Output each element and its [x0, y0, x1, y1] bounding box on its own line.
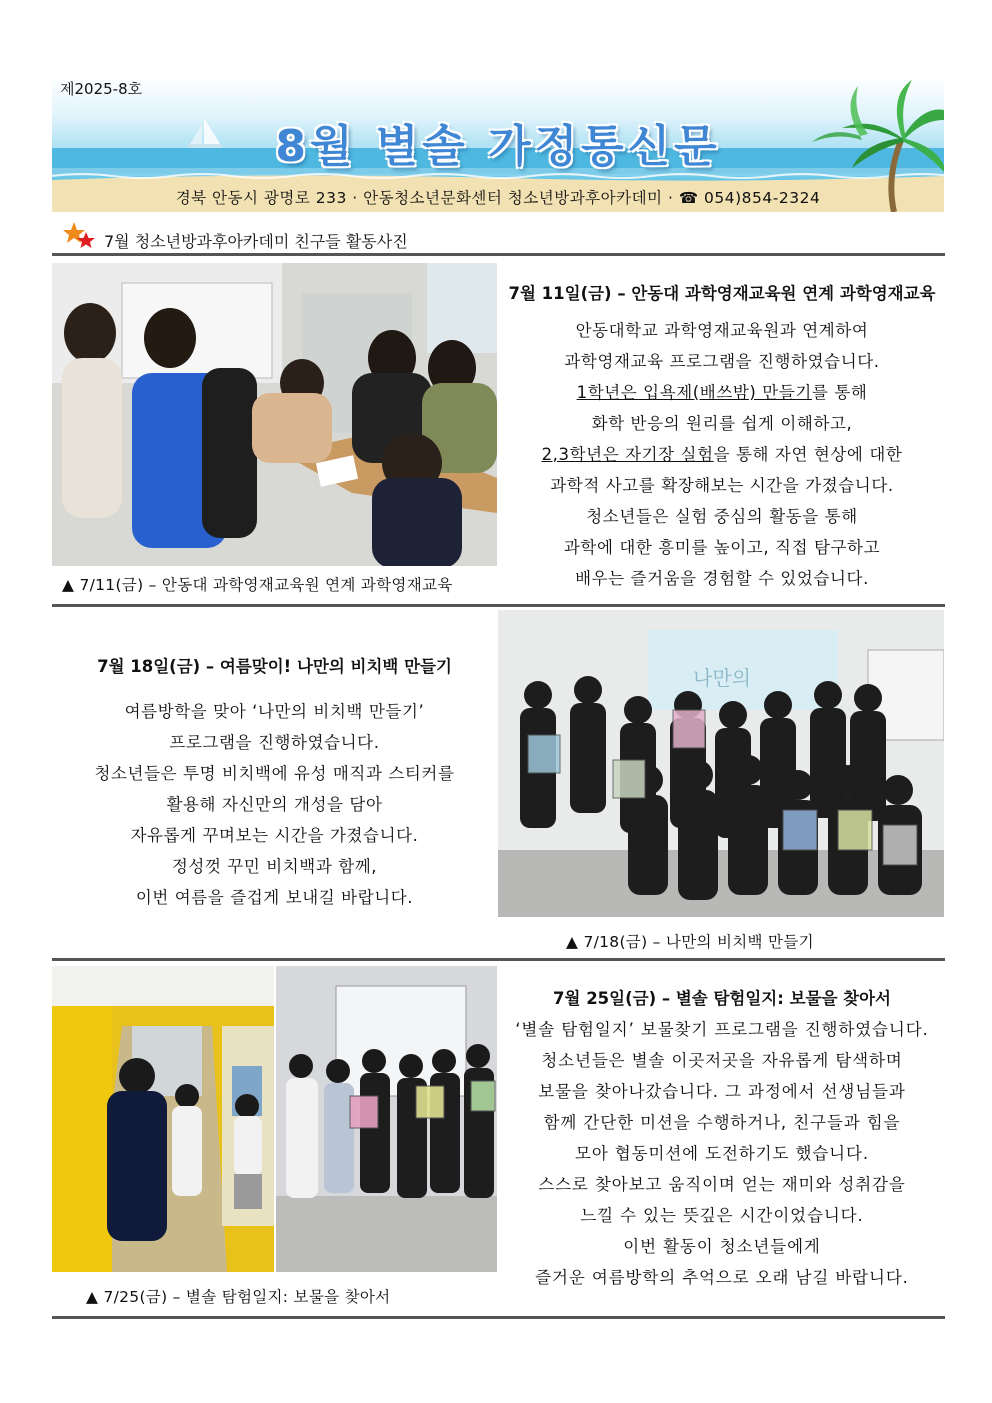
activity-text-science — [500, 278, 944, 594]
body-line: 활용해 자신만의 개성을 담아 — [166, 795, 383, 814]
body-line: 화학 반응의 원리를 쉽게 이해하고, — [591, 414, 853, 433]
stars-icon — [62, 220, 96, 250]
body-line: 과학영재교육 프로그램을 진행하였습니다. — [564, 352, 880, 371]
body-line: 함께 간단한 미션을 수행하거나, 친구들과 힘을 — [543, 1113, 901, 1132]
divider — [52, 958, 945, 961]
underlined-text: 1학년은 입욕제(배쓰밤) 만들기 — [576, 383, 812, 402]
body-line: 청소년들은 별솔 이곳저곳을 자유롭게 탐색하며 — [541, 1051, 903, 1070]
contact-address: 경북 안동시 광명로 233 · 안동청소년문화센터 청소년방과후아카데미 · ☎ 054)854-2324 — [175, 189, 821, 207]
photo-caption: ▲ 7/25(금) – 별솔 탐험일지: 보물을 찾아서 — [86, 1288, 391, 1306]
body-line: 즐거운 여름방학의 추억으로 오래 남길 바랍니다. — [535, 1268, 909, 1287]
photo-hallway-explore — [52, 966, 274, 1272]
body-line: 배우는 즐거움을 경험할 수 있었습니다. — [575, 569, 869, 588]
body-text: 를 통해 — [811, 383, 868, 402]
body-line: 청소년들은 투명 비치백에 유성 매직과 스티커를 — [94, 764, 455, 783]
body-line — [500, 377, 944, 408]
photo-caption: ▲ 7/11(금) – 안동대 과학영재교육원 연계 과학영재교육 — [62, 576, 453, 594]
body-line: 이번 여름을 즐겁게 보내길 바랍니다. — [135, 888, 414, 907]
divider — [52, 604, 945, 607]
body-line: 보물을 찾아나갔습니다. 그 과정에서 선생님들과 — [538, 1082, 906, 1101]
body-line: 여름방학을 맞아 ‘나만의 비치백 만들기’ — [124, 702, 425, 721]
treasure-group-illustration — [276, 966, 497, 1272]
newsletter-title: 8월 별솔 가정통신문 — [275, 121, 721, 172]
body-line: 이번 활동이 청소년들에게 — [623, 1237, 821, 1256]
header-banner — [52, 76, 944, 212]
underlined-text: 2,3학년은 자기장 실험 — [541, 445, 714, 464]
activity-title: 7월 18일(금) – 여름맞이! 나만의 비치백 만들기 — [97, 657, 452, 676]
body-line: 모아 협동미션에 도전하기도 했습니다. — [574, 1144, 869, 1163]
activity-title: 7월 11일(금) – 안동대 과학영재교육원 연계 과학영재교육 — [508, 284, 936, 303]
body-line: 안동대학교 과학영재교육원과 연계하여 — [575, 321, 869, 340]
photo-sign-text: 나만의 — [693, 666, 751, 690]
activity-text-treasure — [500, 983, 944, 1293]
hallway-illustration — [52, 966, 274, 1272]
body-line: ‘별솔 탐험일지’ 보물찾기 프로그램을 진행하였습니다. — [515, 1020, 929, 1039]
body-line: 프로그램을 진행하였습니다. — [169, 733, 380, 752]
photo-caption: ▲ 7/18(금) – 나만의 비치백 만들기 — [566, 933, 814, 951]
beachbag-group-illustration — [498, 610, 944, 917]
body-line — [500, 439, 944, 470]
science-class-illustration — [52, 263, 497, 566]
body-line: 과학에 대한 흥미를 높이고, 직접 탐구하고 — [563, 538, 881, 557]
divider — [52, 1316, 945, 1319]
body-line: 스스로 찾아보고 움직이며 얻는 재미와 성취감을 — [538, 1175, 906, 1194]
body-line: 과학적 사고를 확장해보는 시간을 가졌습니다. — [550, 476, 894, 495]
body-line: 청소년들은 실험 중심의 활동을 통해 — [586, 507, 858, 526]
activity-text-beachbag — [52, 651, 497, 913]
issue-number: 제2025-8호 — [60, 80, 143, 98]
body-text: 을 통해 자연 현상에 대한 — [713, 445, 903, 464]
activity-title: 7월 25일(금) – 별솔 탐험일지: 보물을 찾아서 — [553, 989, 891, 1008]
photo-science-class — [52, 263, 497, 566]
divider — [52, 253, 945, 256]
body-line: 느낄 수 있는 뜻깊은 시간이었습니다. — [580, 1206, 864, 1225]
body-line: 자유롭게 꾸며보는 시간을 가졌습니다. — [130, 826, 419, 845]
photo-treasure-group — [276, 966, 497, 1272]
photo-beachbag-group — [498, 610, 944, 917]
section-heading: 7월 청소년방과후아카데미 친구들 활동사진 — [104, 232, 408, 251]
body-line: 정성껏 꾸민 비치백과 함께, — [171, 857, 378, 876]
